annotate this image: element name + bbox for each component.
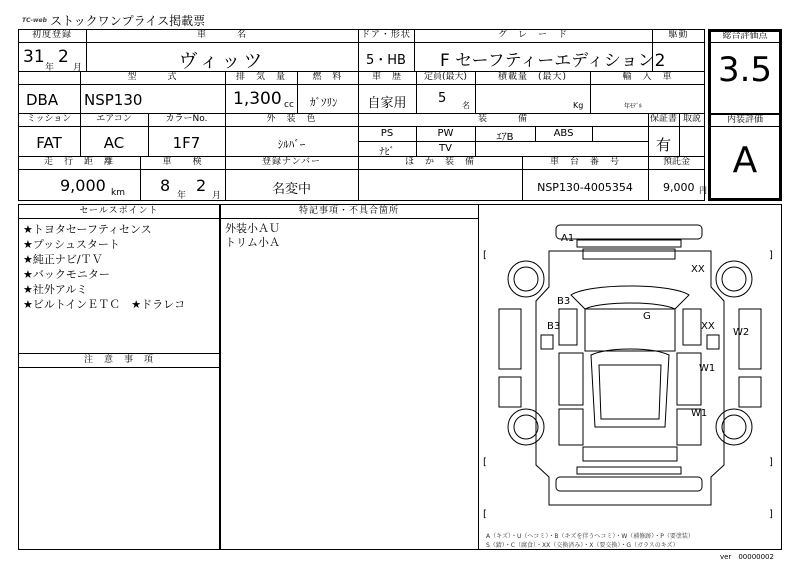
displacement-value: 1,300 [233, 89, 282, 109]
equip-airbag: ｴｱB [496, 132, 514, 143]
damage-mark-w2: W2 [733, 327, 750, 338]
inspection-month: 2 [196, 176, 207, 195]
svg-text:]: ] [769, 250, 773, 261]
car-name-label: 車 名 [196, 30, 247, 40]
damage-mark-w1-upper: W1 [699, 363, 716, 374]
import-note: 年ﾓﾃﾞﾙ [624, 103, 643, 110]
other-equip-label: ほ か 装 備 [404, 157, 475, 167]
grade-value: F セーフティーエディション2 [440, 51, 666, 71]
deposit-unit: 円 [699, 186, 707, 195]
ext-color-label: 外 装 色 [266, 114, 317, 124]
mission-label: ミッション [26, 114, 72, 124]
first-reg-label: 初度登録 [31, 30, 72, 40]
inspection-label: 車 検 [162, 157, 203, 167]
warranty-label: 保証書 [649, 114, 677, 124]
first-reg-month-unit: 月 [73, 63, 83, 73]
plate-value: 名変中 [271, 182, 311, 197]
list-item: トリム小Ａ [225, 236, 280, 249]
door-shape-value: 5・HB [366, 53, 406, 68]
damage-mark-b3-upper: B3 [557, 296, 571, 307]
capacity-label: 定員(最大) [423, 72, 468, 82]
list-item: ★プッシュスタート [23, 238, 120, 251]
damage-mark-b3-lower: B3 [547, 321, 561, 332]
fuel-label: 燃 料 [312, 72, 343, 82]
interior-score: A [732, 140, 758, 181]
aircon-value: AC [103, 134, 125, 152]
equip-ps: PS [380, 128, 394, 139]
list-item: ★社外アルミ [23, 283, 88, 296]
interior-score-label: 内装評価 [726, 115, 763, 125]
inspection-year: 8 [160, 176, 171, 195]
overall-score: 3.5 [717, 50, 773, 90]
overall-score-label: 総合評価点 [722, 31, 768, 41]
door-shape-label: ドア・形状 [361, 30, 411, 40]
deposit-label: 預託金 [662, 157, 690, 167]
mileage-label: 走 行 距 離 [43, 157, 114, 167]
load-unit: Kg [573, 101, 584, 110]
history-value: 自家用 [367, 96, 407, 111]
notes-list [225, 222, 280, 250]
first-reg-year: 31 [23, 47, 45, 67]
load-label: 積載量 (最大) [497, 72, 568, 82]
ext-color-value: ｼﾙﾊﾞｰ [277, 138, 306, 151]
inspection-month-unit: 月 [212, 191, 222, 201]
first-reg-month: 2 [58, 47, 69, 67]
equip-navi: ﾅﾋﾞ [379, 147, 395, 158]
model-label: 型 式 [127, 72, 178, 82]
model-prefix: DBA [26, 91, 59, 109]
mileage-unit: km [111, 188, 125, 198]
svg-text:]: ] [769, 509, 773, 520]
list-item: ★純正ナビ/ＴＶ [23, 253, 103, 266]
equip-tv: TV [439, 143, 452, 154]
warranty-value: 有 [655, 136, 671, 154]
manual-label: 取説 [682, 114, 701, 124]
plate-label: 登録ナンバー [262, 157, 321, 167]
logo: TC-web [22, 17, 47, 24]
svg-text:[: [ [483, 509, 487, 520]
drive-label: 駆動 [668, 30, 689, 40]
svg-text:]: ] [769, 457, 773, 468]
damage-mark-g: G [643, 311, 651, 322]
grade-label: グ レ ー ド [497, 30, 568, 40]
mission-value: FAT [36, 134, 62, 152]
model-value: NSP130 [84, 91, 143, 109]
damage-mark-a1: A1 [561, 233, 575, 244]
chassis-value: NSP130-4005354 [537, 181, 633, 194]
capacity-unit: 名 [462, 101, 470, 110]
list-item: ★ビルトインＥＴＣ ★ドラレコ [23, 298, 186, 311]
damage-legend-line1: A（キズ）・U（ヘコミ）・B（キズを伴うヘコミ）・W（補修跡）・P（要塗装） [486, 533, 694, 540]
aircon-label: エアコン [96, 114, 132, 124]
caution-label: 注 意 事 項 [83, 355, 154, 365]
car-name-value: ヴィッツ [178, 50, 266, 72]
version-text: ver 00000002 [720, 553, 774, 561]
equip-abs: ABS [553, 128, 574, 139]
mileage-value: 9,000 [60, 176, 106, 195]
history-label: 車 歴 [371, 72, 402, 82]
sales-point-label: セールスポイント [79, 206, 159, 216]
list-item: ★トヨタセーフティセンス [23, 223, 152, 236]
svg-text:[: [ [483, 250, 487, 261]
svg-text:[: [ [483, 457, 487, 468]
displacement-label: 排 気 量 [235, 72, 286, 82]
list-item: 外装小ＡＵ [225, 222, 280, 235]
sales-point-list [23, 222, 185, 312]
list-item: ★バックモニター [23, 268, 110, 281]
inspection-year-unit: 年 [177, 191, 187, 201]
first-reg-year-unit: 年 [45, 63, 55, 73]
equipment-label: 装 備 [477, 114, 528, 124]
displacement-unit: cc [284, 100, 294, 110]
deposit-value: 9,000 [663, 181, 695, 194]
damage-mark-xx-front-right: XX [691, 264, 705, 275]
capacity-value: 5 [438, 91, 447, 106]
damage-legend-line2: S（錆）・C（腐食）・XX（交換済み）・X（要交換）・G（ガラスのキズ） [486, 542, 679, 549]
color-no-label: カラーNo. [165, 114, 208, 124]
car-diagram [479, 205, 781, 549]
equip-pw: PW [437, 128, 454, 139]
color-no-value: 1F7 [172, 134, 201, 152]
import-label: 輸 入 車 [622, 72, 673, 82]
page-title: ストックワンプライス掲載票 [50, 14, 206, 28]
chassis-label: 車 台 番 号 [549, 157, 620, 167]
notes-label: 特記事項・不具合箇所 [298, 206, 399, 216]
damage-mark-xx-right: XX [701, 321, 715, 332]
fuel-value: ｶﾞｿﾘﾝ [310, 96, 338, 109]
damage-mark-w1-lower: W1 [691, 408, 708, 419]
